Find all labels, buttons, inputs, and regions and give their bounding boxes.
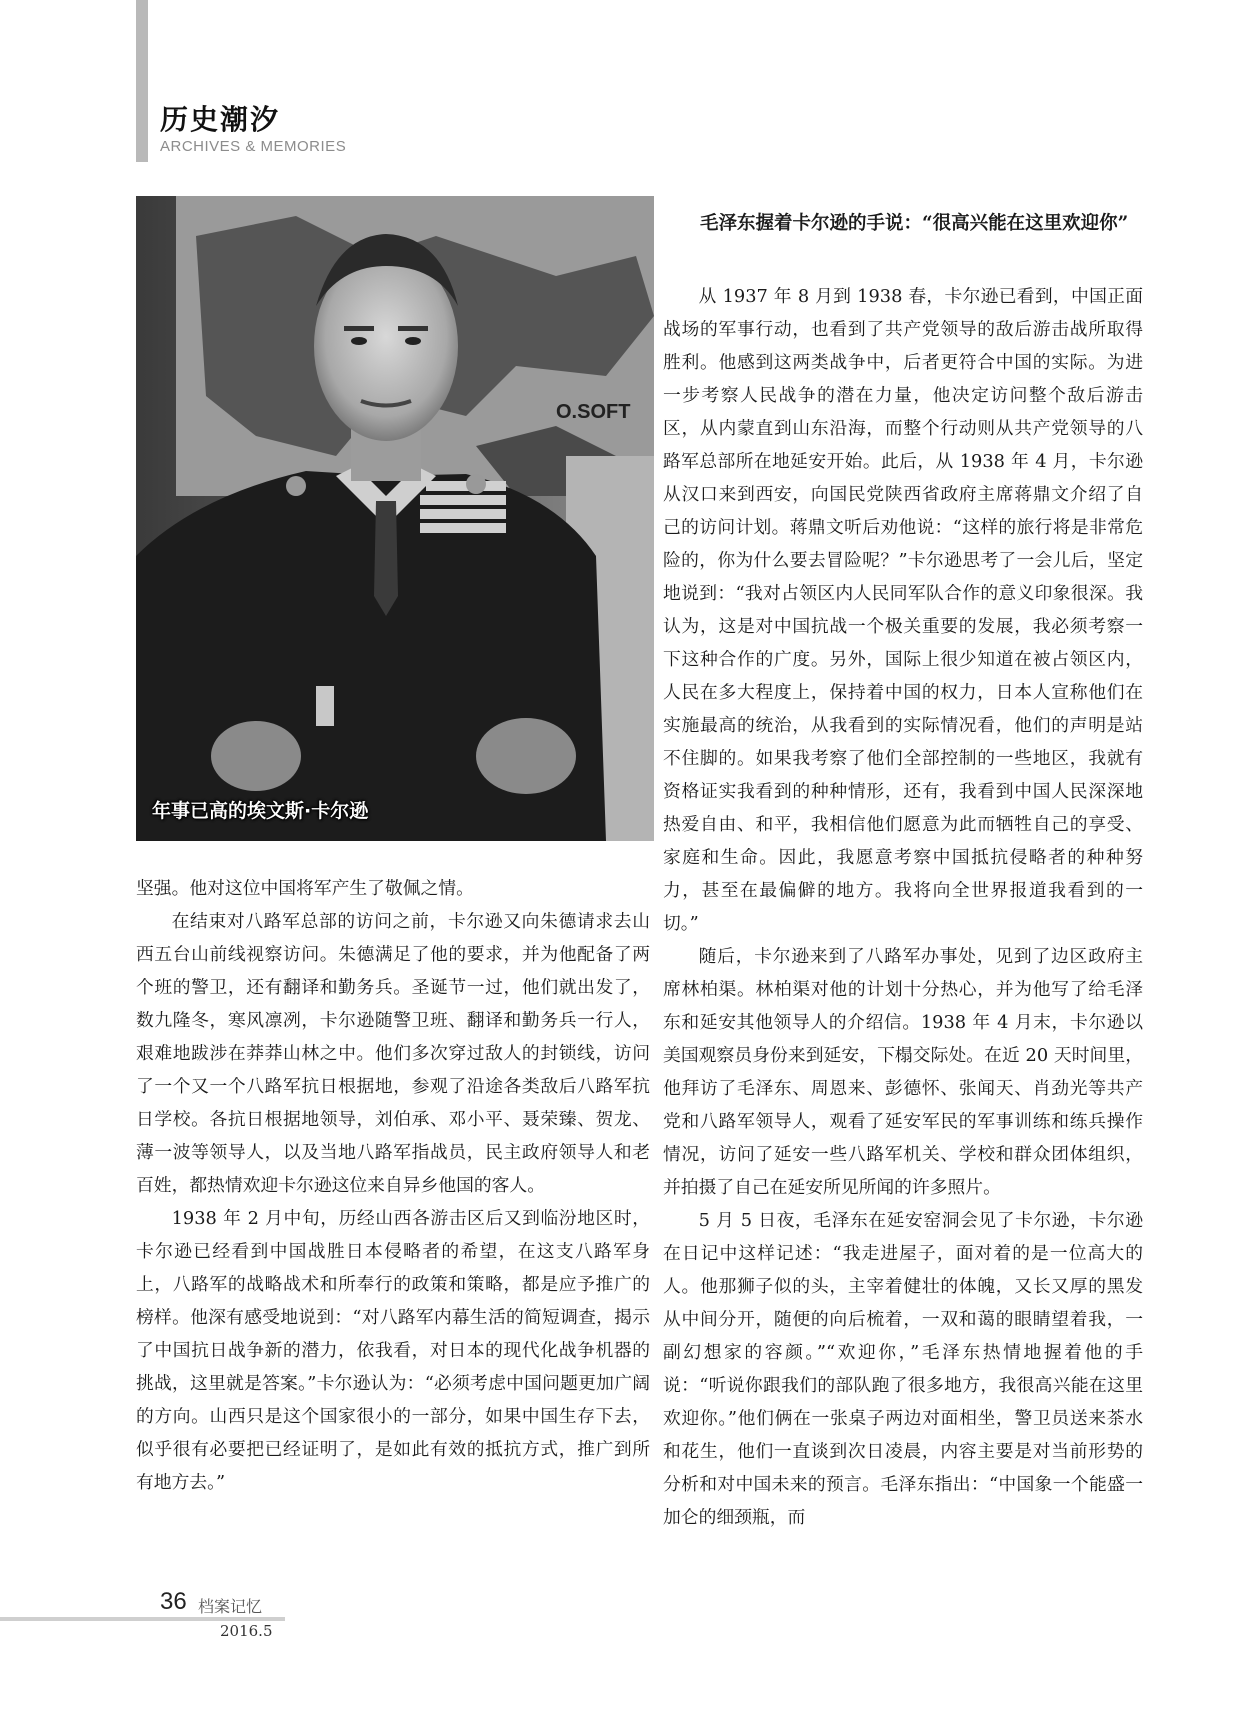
paragraph: 坚强。他对这位中国将军产生了敬佩之情。	[136, 878, 474, 899]
paragraph: 在结束对八路军总部的访问之前，卡尔逊又向朱德请求去山西五台山前线视察访问。朱德满足了他的要求，并为他配备了两个班的警卫，还有翻译和勤务兵。圣诞节一过，他们就出发了，数九隆冬，寒风凛冽，卡尔逊随警卫班、翻译和勤务兵一行人，艰难地跋涉在莽莽山林之中。他们多次穿过敌人的封锁线，访问了一个又一个八路军抗日根据地，参观了沿途各类敌后八路军抗日学校。各抗日根据地领导，刘伯承、邓小平、聂荣臻、贺龙、薄一波等领导人，以及当地八路军指战员，民主政府领导人和老百姓，都热情欢迎卡尔逊这位来自异乡他国的客人。	[136, 911, 650, 1196]
paragraph: 1938 年 2 月中旬，历经山西各游击区后又到临汾地区时，卡尔逊已经看到中国战胜日本侵略者的希望，在这支八路军身上，八路军的战略战术和所奉行的政策和策略，都是应予推广的榜样。他深有感受地说到：“对八路军内幕生活的简短调查，揭示了中国抗日战争新的潜力，依我看，对日本的现代化战争机器的挑战，这里就是答案。”卡尔逊认为：“必须考虑中国问题更加广阔的方向。山西只是这个国家很小的一部分，如果中国生存下去，似乎很有必要把已经证明了，是如此有效的抵抗方式，推广到所有地方去。”	[136, 1208, 650, 1493]
section-title: 历史潮汐	[160, 103, 281, 136]
paragraph: 5 月 5 日夜，毛泽东在延安窑洞会见了卡尔逊，卡尔逊在日记中这样记述：“我走进屋子，面对着的是一位高大的人。他那狮子似的头，主宰着健壮的体魄，又长又厚的黑发从中间分开，随便的向后梳着，一双和蔼的眼睛望着我，一副幻想家的容颜。”“欢迎你，”毛泽东热情地握着他的手说：“听说你跟我们的部队跑了很多地方，我很高兴能在这里欢迎你。”他们俩在一张桌子两边对面相坐，警卫员送来茶水和花生，他们一直谈到次日凌晨，内容主要是对当前形势的分析和对中国未来的预言。毛泽东指出：“中国象一个能盛一加仑的细颈瓶，而	[663, 1210, 1143, 1528]
paragraph: 随后，卡尔逊来到了八路军办事处，见到了边区政府主席林柏渠。林柏渠对他的计划十分热心，并为他写了给毛泽东和延安其他领导人的介绍信。1938 年 4 月末，卡尔逊以美国观察员身份来到延安，下榻交际处。在近 20 天时间里，他拜访了毛泽东、周恩来、彭德怀、张闻天、肖劲光等共产党和八路军领导人，观看了延安军民的军事训练和练兵操作情况，访问了延安一些八路军机关、学校和群众团体组织，并拍摄了自己在延安所见所闻的许多照片。	[663, 946, 1143, 1198]
header-accent-bar	[136, 0, 148, 162]
footer-rule	[0, 1617, 285, 1621]
right-column-text	[663, 280, 1143, 1534]
portrait-illustration	[136, 196, 654, 841]
section-heading: 毛泽东握着卡尔逊的手说：“很高兴能在这里欢迎你”	[700, 213, 1129, 234]
magazine-name: 档案记忆	[198, 1597, 263, 1616]
issue-label: 2016.5	[220, 1622, 273, 1640]
section-subtitle: ARCHIVES & MEMORIES	[160, 138, 347, 155]
svg-text:O.SOFT: O.SOFT	[556, 401, 631, 423]
page-number: 36	[160, 1588, 187, 1615]
left-column-text	[136, 872, 650, 1499]
paragraph: 从 1937 年 8 月到 1938 春，卡尔逊已看到，中国正面战场的军事行动，也看到了共产党领导的敌后游击战所取得胜利。他感到这两类战争中，后者更符合中国的实际。为进一步考察人民战争的潜在力量，他决定访问整个敌后游击区，从内蒙直到山东沿海，而整个行动则从共产党领导的八路军总部所在地延安开始。此后，从 1938 年 4 月，卡尔逊从汉口来到西安，向国民党陕西省政府主席蒋鼎文介绍了自己的访问计划。蒋鼎文听后劝他说：“这样的旅行将是非常危险的，你为什么要去冒险呢？”卡尔逊思考了一会儿后，坚定地说到：“我对占领区内人民同军队合作的意义印象很深。我认为，这是对中国抗战一个极关重要的发展，我必须考察一下这种合作的广度。另外，国际上很少知道在被占领区内，人民在多大程度上，保持着中国的权力，日本人宣称他们在实施最高的统治，从我看到的实际情况看，他们的声明是站不住脚的。如果我考察了他们全部控制的一些地区，我就有资格证实我看到的种种情形，还有，我看到中国人民深深地热爱自由、和平，我相信他们愿意为此而牺牲自己的享受、家庭和生命。因此，我愿意考察中国抵抗侵略者的种种努力，甚至在最偏僻的地方。我将向全世界报道我看到的一切。”	[663, 286, 1143, 934]
photo-caption: 年事已高的埃文斯·卡尔逊	[152, 800, 369, 822]
portrait-photo	[136, 196, 654, 841]
